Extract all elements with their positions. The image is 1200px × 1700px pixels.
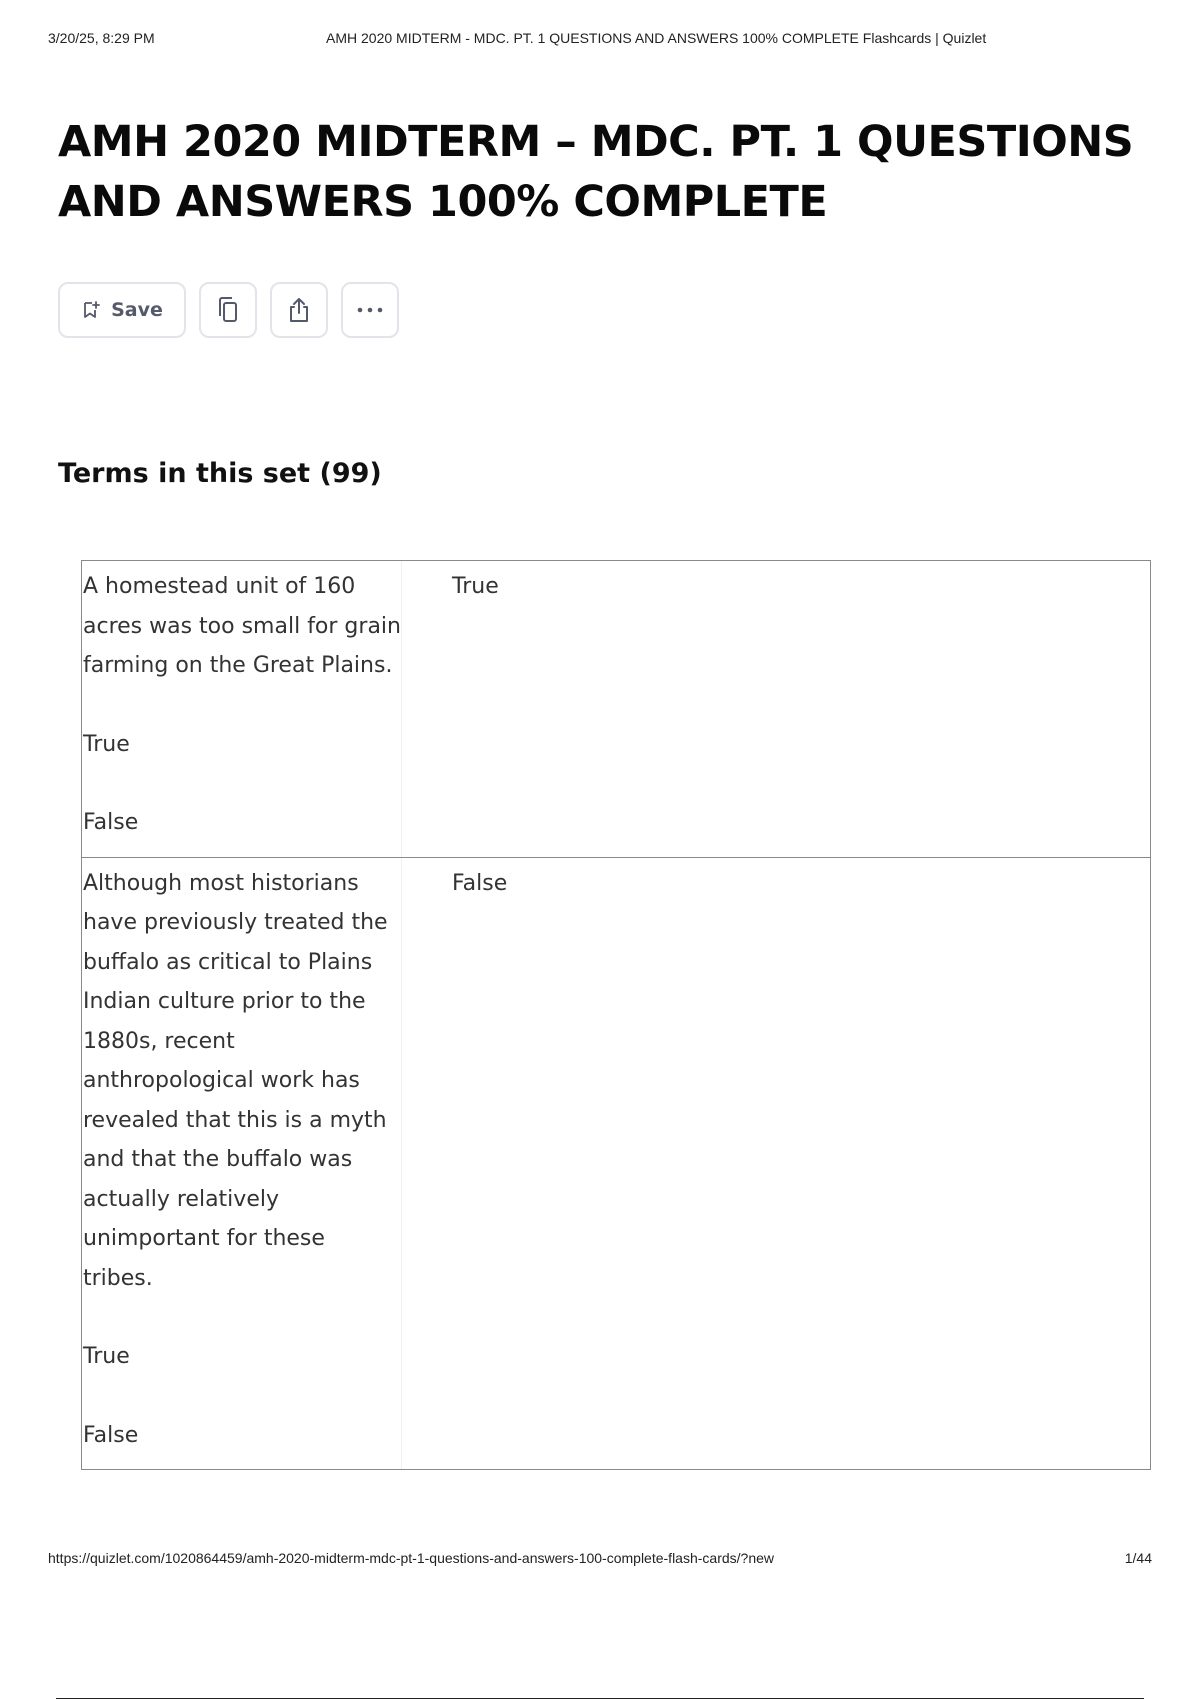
terms-table [81,560,1151,1470]
bookmark-plus-icon [81,300,101,320]
term-answer: True [452,574,499,599]
page-title: AMH 2020 MIDTERM – MDC. PT. 1 QUESTIONS AND ANSWERS 100% COMPLETE [58,117,1134,227]
save-button[interactable] [58,282,186,338]
print-doc-title: AMH 2020 MIDTERM - MDC. PT. 1 QUESTIONS AND ANSWERS 100% COMPLETE Flashcards | Quizlet [326,30,987,46]
term-row [82,561,1150,857]
print-date: 3/20/25, 8:29 PM [48,30,155,46]
action-bar [58,282,399,338]
terms-heading: Terms in this set (99) [58,458,382,489]
term-answer: False [452,870,508,896]
save-button-label: Save [111,299,163,321]
term-question: Although most historians have previously treated the buffalo as critical to Plains Indian culture prior to the 1880s, recent anthropological work has revealed that this is a myth and that the buffalo was actually relatively unimportant for these tribes. [83,870,388,1291]
share-icon [286,296,312,324]
page-url: https://quizlet.com/1020864459/amh-2020-midterm-mdc-pt-1-questions-and-answers-100-complete-flash-cards/?new [48,1550,775,1566]
share-button[interactable] [270,282,328,338]
page-number: 1/44 [1124,1550,1152,1566]
term-question: A homestead unit of 160 acres was too small for grain farming on the Great Plains. [83,574,401,678]
term-option-true: True [83,1344,130,1369]
term-cell [82,858,402,1470]
term-cell [82,561,402,857]
more-options-button[interactable] [341,282,399,338]
term-option-false: False [83,810,139,835]
more-icon [356,306,384,314]
term-option-false: False [83,1422,139,1448]
print-footer [48,1550,1152,1570]
page-divider [56,1698,1144,1699]
copy-button[interactable] [199,282,257,338]
copy-icon [215,296,241,324]
print-header [48,30,1152,50]
term-option-true: True [83,731,130,757]
term-row [82,857,1150,1470]
